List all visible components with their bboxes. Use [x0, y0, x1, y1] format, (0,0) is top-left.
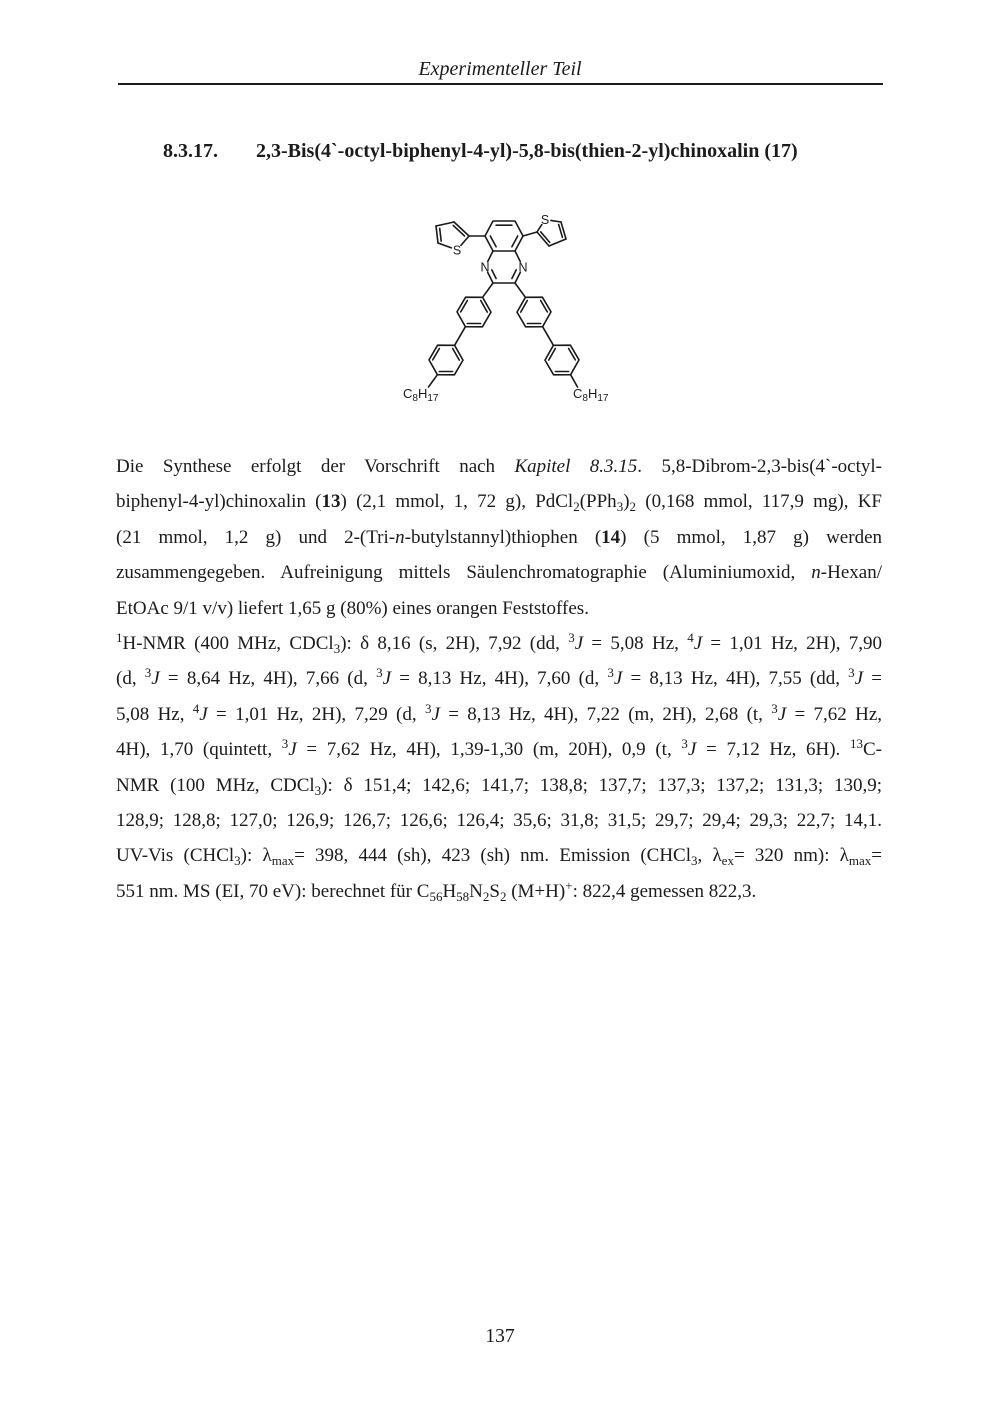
- body-line: [116, 874, 882, 909]
- header-rule: [118, 83, 883, 85]
- text-segment: 3: [607, 665, 614, 681]
- text-segment: = 7,62 Hz,: [786, 703, 883, 725]
- nitrogen-atom-label-left: N: [480, 260, 490, 275]
- text-segment: = 320 nm): λ: [733, 845, 849, 867]
- text-segment: H-NMR (400 MHz, CDCl: [122, 633, 334, 655]
- text-segment: 3: [333, 641, 341, 657]
- text-segment: , λ: [697, 845, 722, 867]
- text-segment: = 398, 444 (sh), 423 (sh) nm. Emission (CHCl: [294, 845, 691, 867]
- text-segment: 3: [424, 700, 432, 716]
- text-segment: = 8,13 Hz, 4H), 7,55 (dd,: [622, 668, 849, 690]
- text-segment: = 8,64 Hz, 4H), 7,66 (d,: [159, 668, 377, 690]
- text-segment: NMR (100 MHz, CDCl: [116, 774, 315, 796]
- text-segment: ): δ 151,4; 142,6; 141,7; 138,8; 137,7; 137,3; 137,2; 131,3; 130,9;: [321, 774, 882, 796]
- text-segment: ex: [721, 853, 734, 869]
- quinoxaline-core: [485, 221, 523, 283]
- text-segment: H: [442, 880, 457, 902]
- body-line: [116, 803, 882, 838]
- text-segment: (M+H): [506, 880, 566, 902]
- text-segment: 14: [601, 526, 621, 548]
- text-segment: 2: [573, 499, 580, 515]
- text-segment: EtOAc 9/1 v/v) liefert 1,65 g (80%) eines orangen Feststoffes.: [116, 597, 589, 619]
- text-segment: n: [395, 526, 405, 548]
- text-segment: +: [565, 877, 573, 893]
- text-segment: 13: [321, 491, 341, 513]
- text-segment: 3: [691, 853, 698, 869]
- running-header: Experimenteller Teil: [418, 58, 582, 80]
- text-segment: 3: [681, 736, 688, 752]
- text-segment: : 822,4 gemessen 822,3.: [572, 880, 757, 902]
- text-segment: J: [687, 739, 697, 761]
- text-segment: 3: [616, 499, 624, 515]
- body-line: [116, 484, 882, 519]
- text-segment: zusammengegeben. Aufreinigung mittels Säulenchromatographie (Aluminiumoxid,: [116, 562, 812, 584]
- text-segment: ): λ: [240, 845, 272, 867]
- body-line: [116, 732, 882, 767]
- text-segment: =: [871, 845, 882, 867]
- body-line: [116, 449, 882, 484]
- section-number: 8.3.17.: [163, 140, 218, 162]
- text-segment: 3: [376, 665, 383, 681]
- text-segment: = 7,62 Hz, 4H), 1,39-1,30 (m, 20H), 0,9 (t,: [296, 739, 682, 761]
- text-segment: 4: [192, 700, 200, 716]
- text-segment: J: [574, 633, 584, 655]
- alkyl-chain-label-right: $C_8H_{17}$: [573, 386, 609, 404]
- body-line: [116, 697, 882, 732]
- body-line: [116, 661, 882, 696]
- biphenyl-arm-left: [429, 283, 494, 387]
- text-segment: 3: [234, 853, 241, 869]
- text-segment: C-: [862, 739, 882, 761]
- structure-figure: [390, 196, 620, 411]
- text-segment: J: [151, 668, 160, 690]
- section-title: 2,3-Bis(4`-octyl-biphenyl-4-yl)-5,8-bis(thien-2-yl)chinoxalin (17): [256, 140, 798, 162]
- text-segment: = 5,08 Hz,: [583, 633, 688, 655]
- text-segment: 56: [429, 888, 443, 904]
- text-segment: 3: [281, 736, 289, 752]
- text-segment: max: [271, 853, 295, 869]
- text-segment: J: [693, 633, 703, 655]
- text-segment: 2: [629, 499, 637, 515]
- text-segment: 13: [849, 736, 863, 752]
- text-segment: J: [613, 668, 623, 690]
- text-segment: = 1,01 Hz, 2H), 7,29 (d,: [207, 703, 425, 725]
- body-line: [116, 520, 882, 555]
- text-segment: -Hexan/: [820, 562, 882, 584]
- body-line: [116, 768, 882, 803]
- page-number: 137: [485, 1326, 515, 1347]
- text-segment: 5,08 Hz,: [116, 703, 193, 725]
- text-segment: J: [288, 739, 297, 761]
- text-segment: = 8,13 Hz, 4H), 7,60 (d,: [391, 668, 608, 690]
- text-segment: ): δ 8,16 (s, 2H), 7,92 (dd,: [340, 633, 569, 655]
- text-segment: 3: [568, 630, 575, 646]
- text-segment: S: [489, 880, 500, 902]
- text-segment: (PPh: [579, 491, 617, 513]
- sulfur-atom-label-right: S: [540, 213, 550, 227]
- alkyl-chain-label-left: $C_8H_{17}$: [403, 386, 439, 404]
- text-segment: 2: [499, 888, 507, 904]
- text-segment: n: [811, 562, 821, 584]
- text-segment: . 5,8-Dibrom-2,3-bis(4`-octyl-: [637, 456, 882, 477]
- text-segment: ): [623, 491, 630, 513]
- body-text: [116, 449, 882, 909]
- text-segment: = 8,13 Hz, 4H), 7,22 (m, 2H), 2,68 (t,: [439, 703, 772, 725]
- text-segment: = 7,12 Hz, 6H).: [696, 739, 850, 761]
- text-segment: 3: [848, 665, 855, 681]
- text-segment: 3: [314, 782, 322, 798]
- text-segment: J: [777, 703, 787, 725]
- text-segment: J: [431, 703, 440, 725]
- text-segment: (0,168 mmol, 117,9 mg), KF: [636, 491, 883, 513]
- text-segment: 128,9; 128,8; 127,0; 126,9; 126,7; 126,6; 126,4; 35,6; 31,8; 31,5; 29,7; 29,4; 29,3; 22,7; 14,1.: [116, 810, 882, 832]
- text-segment: Kapitel 8.3.15: [514, 456, 638, 477]
- text-segment: Die Synthese erfolgt der Vorschrift nach: [116, 456, 515, 477]
- text-segment: J: [199, 703, 208, 725]
- text-segment: (d,: [116, 668, 145, 690]
- biphenyl-arm-right: [515, 283, 579, 387]
- text-segment: UV-Vis (CHCl: [116, 845, 235, 867]
- text-segment: N: [469, 880, 483, 902]
- text-segment: 3: [771, 700, 778, 716]
- text-segment: max: [848, 853, 872, 869]
- text-segment: biphenyl-4-yl)chinoxalin (: [116, 491, 322, 513]
- text-segment: -butylstannyl)thiophen (: [404, 526, 602, 548]
- nitrogen-atom-label-right: N: [518, 260, 528, 275]
- text-segment: 3: [144, 665, 152, 681]
- text-segment: ) (2,1 mmol, 1, 72 g), PdCl: [340, 491, 574, 513]
- text-segment: 1: [116, 630, 123, 646]
- text-segment: J: [854, 668, 864, 690]
- text-segment: =: [863, 668, 883, 690]
- body-line: [116, 555, 882, 590]
- body-line: [116, 626, 882, 661]
- text-segment: 551 nm. MS (EI, 70 eV): berechnet für C: [116, 880, 430, 902]
- body-line: [116, 838, 882, 873]
- text-segment: 58: [456, 888, 470, 904]
- text-segment: (21 mmol, 1,2 g) und 2-(Tri-: [116, 526, 396, 548]
- text-segment: J: [382, 668, 392, 690]
- chemical-structure-drawing: [390, 196, 620, 411]
- text-segment: = 1,01 Hz, 2H), 7,90: [702, 633, 883, 655]
- body-line: [116, 591, 882, 626]
- text-segment: 4: [687, 630, 694, 646]
- text-segment: 4H), 1,70 (quintett,: [116, 739, 282, 761]
- text-segment: 2: [482, 888, 490, 904]
- sulfur-atom-label-left: S: [452, 243, 462, 258]
- text-segment: ) (5 mmol, 1,87 g) werden: [620, 526, 883, 548]
